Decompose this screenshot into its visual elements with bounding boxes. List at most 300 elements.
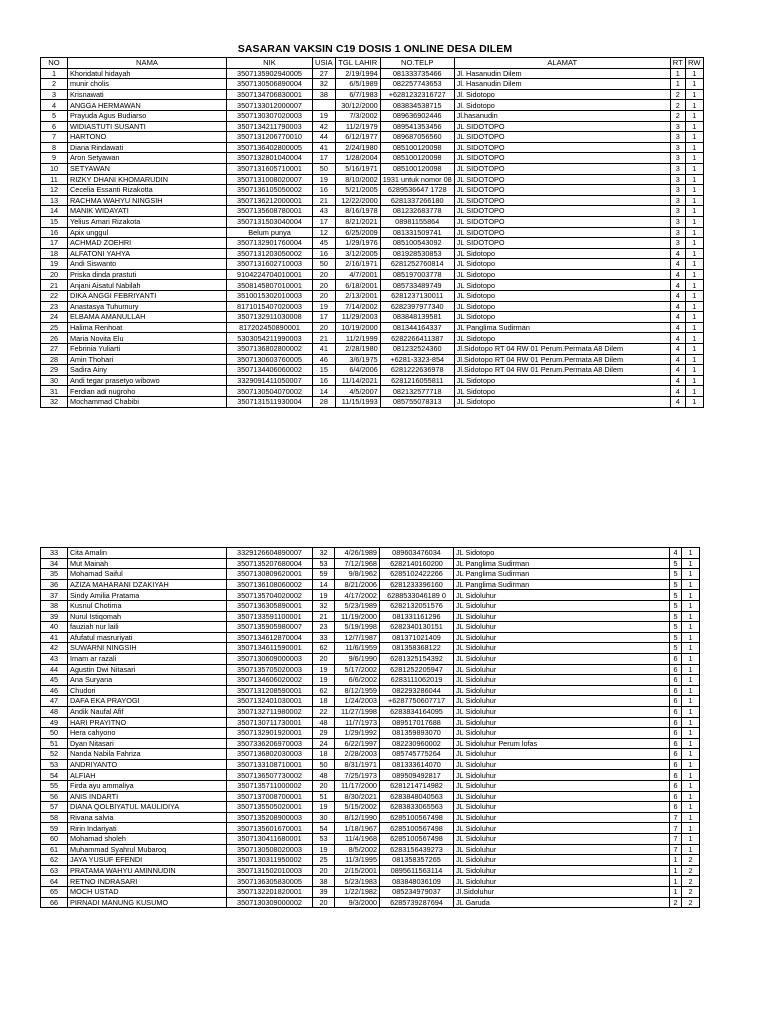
nik-number-cell: 817202450890001 [227,322,313,333]
rw-number-cell: 1 [685,354,703,365]
person-name-cell: Khoridatul hidayah [68,68,227,79]
birth-date-cell: 7/12/1968 [335,558,380,569]
nik-number-cell: 3507131511930004 [227,397,313,408]
row-number-cell: 26 [41,333,68,344]
age-cell: 32 [313,600,335,611]
age-cell [313,100,336,111]
address-cell: JL Sidoluhur [454,590,670,601]
row-number-cell: 35 [41,569,68,580]
row-number-cell: 48 [41,706,68,717]
person-name-cell: Firda ayu ammaliya [68,781,227,792]
birth-date-cell: 2/24/1980 [335,142,380,153]
address-cell: JL Sidoluhur Perum lofas [454,738,670,749]
birth-date-cell: 2/28/1980 [335,344,380,355]
rw-number-cell: 1 [685,333,703,344]
rw-number-cell: 1 [682,781,700,792]
phone-number-cell: 085234979037 [380,887,454,898]
rw-number-cell: 1 [682,823,700,834]
rt-number-cell: 4 [670,375,685,386]
phone-number-cell: 089603476034 [380,548,454,559]
age-cell: 30 [313,812,335,823]
phone-number-cell: 082132577718 [380,386,454,397]
rw-number-cell: 1 [682,600,700,611]
table-row [41,558,700,569]
birth-date-cell: 5/23/1989 [335,600,380,611]
person-name-cell: ANDRIYANTO [68,759,227,770]
rt-number-cell: 6 [670,738,682,749]
person-name-cell: Halima Renhoat [68,322,227,333]
row-number-cell: 17 [41,238,68,249]
header-alamat: ALAMAT [454,58,670,69]
nik-number-cell: 3507133591100001 [227,611,313,622]
rt-number-cell: 5 [670,611,682,622]
phone-number-cell: 6285100567498 [380,823,454,834]
age-cell: 17 [313,216,336,227]
rw-number-cell: 1 [682,791,700,802]
birth-date-cell: 8/21/2021 [335,216,380,227]
age-cell: 45 [313,238,336,249]
table-row [41,397,704,408]
rt-number-cell: 4 [670,301,685,312]
table-row [41,611,700,622]
nik-number-cell: 3507131008020007 [227,174,313,185]
rw-number-cell: 1 [685,291,703,302]
nik-number-cell: 3507135905980007 [227,622,313,633]
row-number-cell: 9 [41,153,68,164]
birth-date-cell: 9/3/2000 [335,897,380,908]
age-cell: 20 [313,897,335,908]
rt-number-cell: 6 [670,685,682,696]
rw-number-cell: 1 [685,301,703,312]
person-name-cell: Febrinia Yuliarti [68,344,227,355]
table-row [41,68,704,79]
table-row [41,696,700,707]
phone-number-cell: 6285739287694 [380,897,454,908]
row-number-cell: 39 [41,611,68,622]
person-name-cell: PIRNADI MANUNG KUSUMO [68,897,227,908]
nik-number-cell: 3507135601670001 [227,823,313,834]
person-name-cell: Andik Naufal Afif [68,706,227,717]
rw-number-cell: 1 [682,802,700,813]
rw-number-cell: 1 [682,675,700,686]
phone-number-cell: +6281232316727 [380,89,454,100]
birth-date-cell: 4/7/2001 [335,269,380,280]
nik-number-cell: 3507134611590001 [227,643,313,654]
rt-number-cell: 6 [670,653,682,664]
nik-number-cell: 3507135705020003 [227,664,313,675]
address-cell: Jl. Hasanudin Dilem [454,68,670,79]
person-name-cell: SUWARNI NINGSIH [68,643,227,654]
row-number-cell: 6 [41,121,68,132]
table-row [41,897,700,908]
phone-number-cell: 6285100567498 [380,812,454,823]
row-number-cell: 43 [41,653,68,664]
row-number-cell: 64 [41,876,68,887]
age-cell: 41 [313,344,336,355]
birth-date-cell: 11/14/2021 [335,375,380,386]
phone-number-cell: 6282340130151 [380,622,454,633]
person-name-cell: Afufatul masruriyati [68,632,227,643]
phone-number-cell: 081331161296 [380,611,454,622]
address-cell: JL Sidotopo [454,259,670,270]
rw-number-cell: 1 [685,185,703,196]
age-cell: 48 [313,717,335,728]
birth-date-cell: 12/7/1987 [335,632,380,643]
rw-number-cell: 1 [685,100,703,111]
person-name-cell: Anastasya Tuhumury [68,301,227,312]
row-number-cell: 53 [41,759,68,770]
nik-number-cell: 3507133012000007 [227,100,313,111]
nik-number-cell: 8171015407020003 [227,301,313,312]
age-cell: 24 [313,738,335,749]
address-cell: JL SIDOTOPO [454,163,670,174]
address-cell: JL Sidoluhur [454,728,670,739]
age-cell: 20 [313,269,336,280]
table-row [41,100,704,111]
phone-number-cell: 082293286044 [380,685,454,696]
address-cell: JL SIDOTOPO [454,238,670,249]
table-row [41,280,704,291]
nik-number-cell: 3507130311950002 [227,855,313,866]
phone-number-cell: 6283156439273 [380,844,454,855]
age-cell: 14 [313,386,336,397]
phone-number-cell: 6285100567498 [380,834,454,845]
phone-number-cell: 081358357265 [380,855,454,866]
address-cell: JL Sidoluhur [454,611,670,622]
person-name-cell: Cita Amalin [68,548,227,559]
rt-number-cell: 3 [670,206,685,217]
person-name-cell: Dyan Nitasari [68,738,227,749]
age-cell: 19 [313,802,335,813]
birth-date-cell: 8/31/1971 [335,759,380,770]
row-number-cell: 25 [41,322,68,333]
address-cell: JL SIDOTOPO [454,216,670,227]
row-number-cell: 5 [41,110,68,121]
table-body-2 [41,548,700,908]
row-number-cell: 32 [41,397,68,408]
person-name-cell: ALFIAH [68,770,227,781]
rt-number-cell: 2 [670,897,682,908]
rt-number-cell: 3 [670,185,685,196]
nik-number-cell: 3507135711000002 [227,781,313,792]
table-row [41,142,704,153]
rt-number-cell: 4 [670,259,685,270]
person-name-cell: Sindy Amilia Pratama [68,590,227,601]
address-cell: JL Sidoluhur [454,622,670,633]
nik-number-cell: 3507135505020001 [227,802,313,813]
rw-number-cell: 1 [685,397,703,408]
rt-number-cell: 6 [670,675,682,686]
nik-number-cell: 3507135608780001 [227,206,313,217]
address-cell: JL Sidoluhur [454,653,670,664]
rt-number-cell: 4 [670,322,685,333]
phone-number-cell: 089687056560 [380,132,454,143]
rt-number-cell: 4 [670,344,685,355]
row-number-cell: 31 [41,386,68,397]
nik-number-cell: 3507136305890001 [227,600,313,611]
address-cell: JL Sidoluhur [454,675,670,686]
person-name-cell: Mochammad Chabibi [68,397,227,408]
row-number-cell: 3 [41,89,68,100]
rw-number-cell: 1 [685,89,703,100]
header-no-telp: NO.TELP [380,58,454,69]
age-cell: 16 [313,375,336,386]
row-number-cell: 59 [41,823,68,834]
birth-date-cell: 1/29/1976 [335,238,380,249]
address-cell: JL Sidoluhur [454,759,670,770]
rw-number-cell: 1 [682,770,700,781]
row-number-cell: 55 [41,781,68,792]
rw-number-cell: 2 [682,897,700,908]
phone-number-cell: 6281337266180 [380,195,454,206]
address-cell: JL Panglima Sudirman [454,579,670,590]
phone-number-cell: 083834538715 [380,100,454,111]
age-cell: 42 [313,121,336,132]
row-number-cell: 22 [41,291,68,302]
row-number-cell: 23 [41,301,68,312]
nik-number-cell: 3507131605710001 [227,163,313,174]
table-row [41,653,700,664]
birth-date-cell: 5/19/1998 [335,622,380,633]
row-number-cell: 13 [41,195,68,206]
rt-number-cell: 7 [670,834,682,845]
nik-number-cell: 3507136802030003 [227,749,313,760]
nik-number-cell: 3507137008700001 [227,791,313,802]
phone-number-cell: 081358368122 [380,643,454,654]
address-cell: JL Sidotopo [454,548,670,559]
header-no: NO [41,58,68,69]
nik-number-cell: 5303054211990003 [227,333,313,344]
rw-number-cell: 1 [682,696,700,707]
rt-number-cell: 1 [670,68,685,79]
row-number-cell: 44 [41,664,68,675]
birth-date-cell: 1/28/2004 [335,153,380,164]
person-name-cell: RACHMA WAHYU NINGSIH [68,195,227,206]
age-cell: 54 [313,823,335,834]
age-cell: 32 [313,548,335,559]
phone-number-cell: 0895611563114 [380,865,454,876]
rt-number-cell: 5 [670,590,682,601]
table-row [41,791,700,802]
header-tgl-lahir: TGL LAHIR [335,58,380,69]
row-number-cell: 4 [41,100,68,111]
phone-number-cell: 6281252760814 [380,259,454,270]
row-number-cell: 41 [41,632,68,643]
table-row [41,375,704,386]
birth-date-cell: 4/5/2007 [335,386,380,397]
birth-date-cell: 5/15/2002 [335,802,380,813]
address-cell: JL Sidotopo [454,280,670,291]
phone-number-cell: 6281237130011 [380,291,454,302]
nik-number-cell: 3507130504070002 [227,386,313,397]
person-name-cell: Mohamad Saiful [68,569,227,580]
address-cell: JL Sidoluhur [454,791,670,802]
table-row [41,749,700,760]
birth-date-cell: 11/27/1998 [335,706,380,717]
phone-number-cell: 089509492817 [380,770,454,781]
rw-number-cell: 2 [682,887,700,898]
table-row [41,322,704,333]
age-cell: 62 [313,685,335,696]
phone-number-cell: 081232683778 [380,206,454,217]
address-cell: JL Sidoluhur [454,632,670,643]
person-name-cell: Mohamad sholeh [68,834,227,845]
address-cell: JL Sidotopo [454,248,670,259]
age-cell: 17 [313,312,336,323]
phone-number-cell: 1931 untuk nomor 08 [380,174,454,185]
person-name-cell: RETNO INDRASARI [68,876,227,887]
phone-number-cell: 081331509741 [380,227,454,238]
age-cell: 19 [313,664,335,675]
row-number-cell: 20 [41,269,68,280]
rw-number-cell: 1 [682,590,700,601]
rt-number-cell: 3 [670,163,685,174]
row-number-cell: 18 [41,248,68,259]
table-row [41,781,700,792]
phone-number-cell: +6287750607717 [380,696,454,707]
rt-number-cell: 2 [670,100,685,111]
address-cell: JL Sidoluhur [454,600,670,611]
phone-number-cell: 085755078313 [380,397,454,408]
birth-date-cell: 11/7/1973 [335,717,380,728]
table-row [41,269,704,280]
person-name-cell: Andi Siswanto [68,259,227,270]
rw-number-cell: 1 [685,386,703,397]
phone-number-cell: 081344164337 [380,322,454,333]
rw-number-cell: 1 [685,280,703,291]
table-row [41,227,704,238]
rt-number-cell: 1 [670,79,685,90]
phone-number-cell: 6282266411387 [380,333,454,344]
rt-number-cell: 5 [670,643,682,654]
rw-number-cell: 1 [682,664,700,675]
phone-number-cell: 085100120098 [380,163,454,174]
rw-number-cell: 1 [682,685,700,696]
table-row [41,823,700,834]
nik-number-cell: 3507134606020002 [227,675,313,686]
phone-number-cell: 085100120098 [380,142,454,153]
rt-number-cell: 7 [670,812,682,823]
address-cell: JL SIDOTOPO [454,195,670,206]
birth-date-cell: 2/15/2001 [335,865,380,876]
birth-date-cell: 4/26/1989 [335,548,380,559]
row-number-cell: 21 [41,280,68,291]
table-row [41,812,700,823]
row-number-cell: 29 [41,365,68,376]
phone-number-cell: 6282132051576 [380,600,454,611]
age-cell: 48 [313,770,335,781]
age-cell: 19 [313,590,335,601]
address-cell: JL Sidoluhur [454,844,670,855]
birth-date-cell: 2/13/2001 [335,291,380,302]
birth-date-cell: 6/18/2001 [335,280,380,291]
address-cell: JL Sidoluhur [454,643,670,654]
address-cell: JL SIDOTOPO [454,227,670,238]
nik-number-cell: 3507131206770010 [227,132,313,143]
rt-number-cell: 3 [670,227,685,238]
address-cell: JL Sidoluhur [454,781,670,792]
table-row [41,333,704,344]
person-name-cell: RIZKY DHANI KHOMARUDIN [68,174,227,185]
row-number-cell: 10 [41,163,68,174]
row-number-cell: 50 [41,728,68,739]
birth-date-cell: 8/30/2021 [335,791,380,802]
phone-number-cell: 085733489749 [380,280,454,291]
age-cell: 12 [313,227,336,238]
phone-number-cell: 082230960002 [380,738,454,749]
rw-number-cell: 1 [682,611,700,622]
phone-number-cell: 085100120098 [380,153,454,164]
address-cell: JL Sidotopo [454,301,670,312]
rw-number-cell: 2 [682,876,700,887]
rt-number-cell: 7 [670,844,682,855]
nik-number-cell: 3507135207680004 [227,558,313,569]
table-row [41,121,704,132]
nik-number-cell: 3507134211790003 [227,121,313,132]
row-number-cell: 42 [41,643,68,654]
nik-number-cell: 3507136802800002 [227,344,313,355]
person-name-cell: WIDIASTUTI SUSANTI [68,121,227,132]
age-cell: 29 [313,728,335,739]
birth-date-cell: 8/21/2006 [335,579,380,590]
person-name-cell: HARI PRAYITNO [68,717,227,728]
table-row [41,728,700,739]
rt-number-cell: 1 [670,855,682,866]
person-name-cell: Maria Novita Elu [68,333,227,344]
row-number-cell: 62 [41,855,68,866]
address-cell: Jl.Sidoluhur [454,887,670,898]
age-cell: 19 [313,174,336,185]
table-row [41,706,700,717]
phone-number-cell: 6281216055811 [380,375,454,386]
row-number-cell: 57 [41,802,68,813]
birth-date-cell: 9/6/1990 [335,653,380,664]
person-name-cell: Mut Mainah [68,558,227,569]
table-row [41,876,700,887]
birth-date-cell: 8/12/1959 [335,685,380,696]
rt-number-cell: 3 [670,216,685,227]
birth-date-cell: 1/22/1982 [335,887,380,898]
person-name-cell: PRATAMA WAHYU AMINNUDIN [68,865,227,876]
table-row [41,855,700,866]
address-cell: JL Sidoluhur [454,685,670,696]
table-row [41,622,700,633]
person-name-cell: Chudori [68,685,227,696]
row-number-cell: 28 [41,354,68,365]
age-cell: 19 [313,301,336,312]
address-cell: JL Sidoluhur [454,770,670,781]
row-number-cell: 47 [41,696,68,707]
table-row [41,79,704,90]
nik-number-cell: 3507336206970003 [227,738,313,749]
nik-number-cell: 3507136108060002 [227,579,313,590]
birth-date-cell: 5/23/1983 [335,876,380,887]
age-cell: 19 [313,110,336,121]
birth-date-cell: 11/2/1979 [335,121,380,132]
table-row [41,132,704,143]
row-number-cell: 49 [41,717,68,728]
rt-number-cell: 2 [670,110,685,121]
row-number-cell: 58 [41,812,68,823]
person-name-cell: ANGGA HERMAWAN [68,100,227,111]
address-cell: JL Sidoluhur [454,802,670,813]
birth-date-cell: 11/4/1968 [335,834,380,845]
rt-number-cell: 4 [670,248,685,259]
rt-number-cell: 3 [670,153,685,164]
nik-number-cell: 9104224704010001 [227,269,313,280]
row-number-cell: 56 [41,791,68,802]
nik-number-cell: 3507136507730002 [227,770,313,781]
